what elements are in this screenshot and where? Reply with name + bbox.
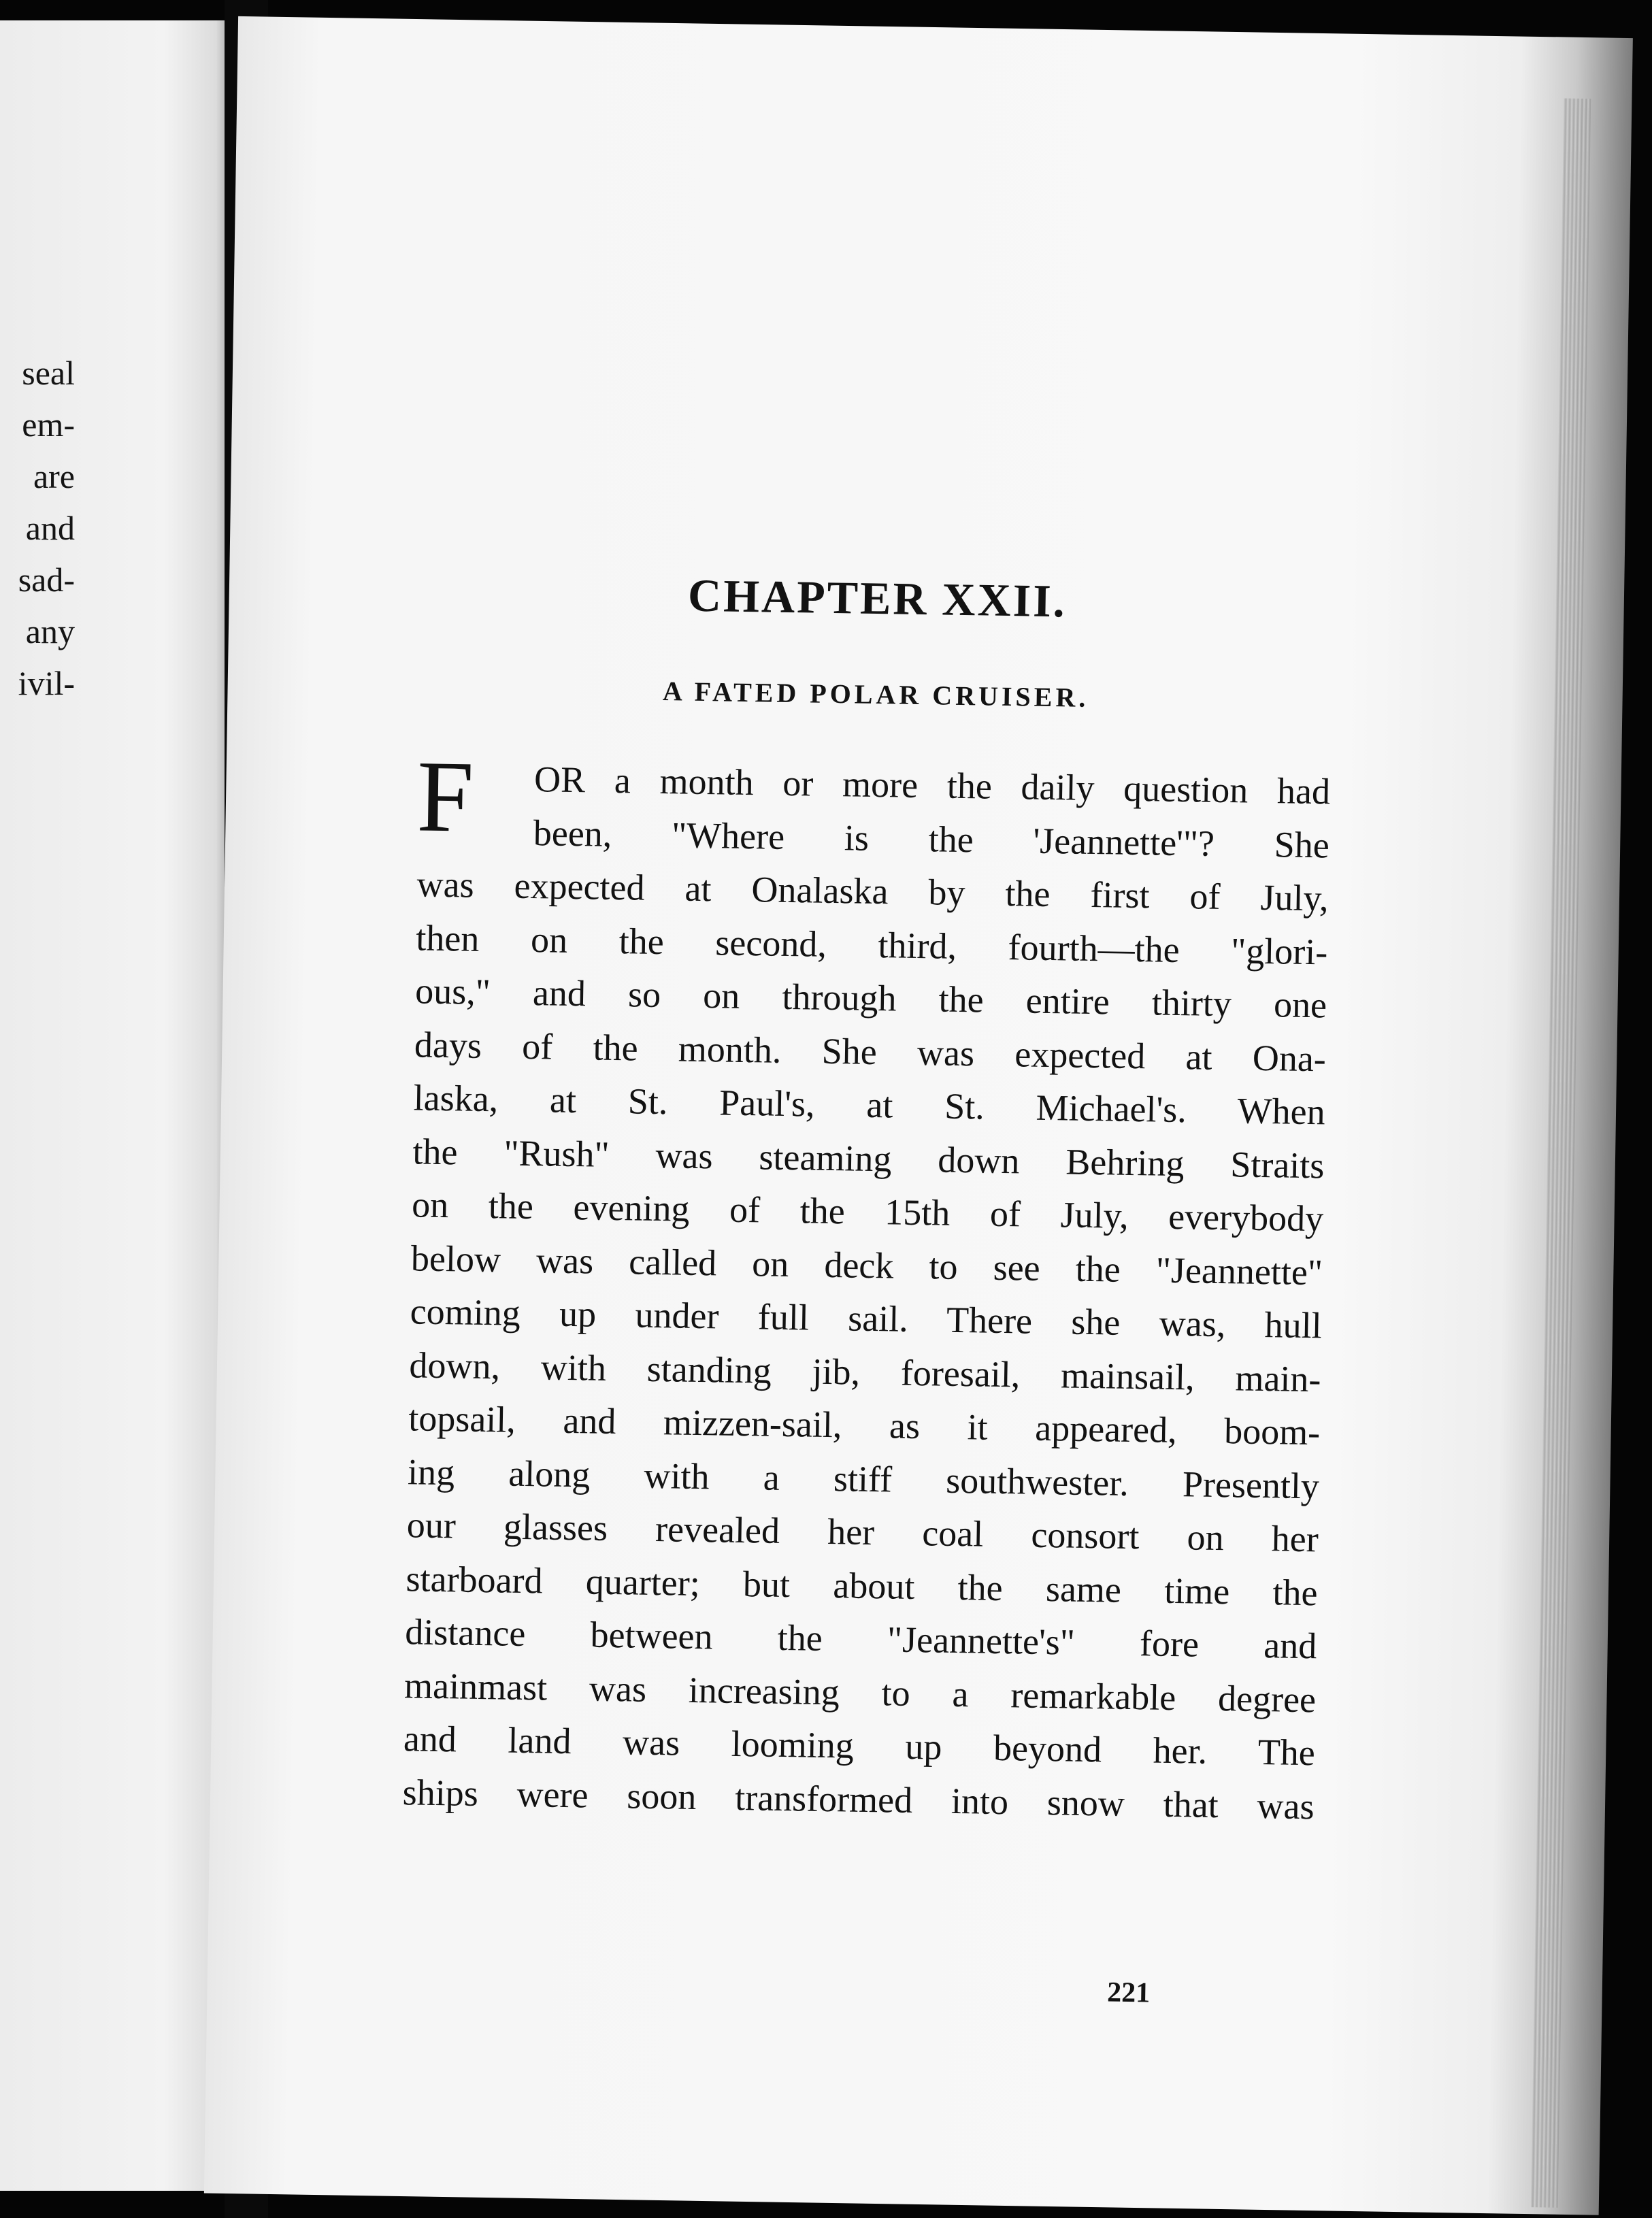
text-line: our glasses revealed her coal consort on her — [406, 1504, 1319, 1560]
left-fragment: ivil- — [18, 664, 75, 702]
text-line: OR a month or more the daily question had — [533, 759, 1331, 812]
text-line: the "Rush" was steaming down Behring Straits — [412, 1130, 1325, 1186]
text-line: coming up under full sail. There she was, hull — [410, 1291, 1323, 1346]
text-line: topsail, and mizzen-sail, as it appeared, boom- — [408, 1397, 1321, 1453]
text-line: mainmast was increasing to a remarkable degree — [403, 1664, 1317, 1720]
text-line: starboard quarter; but about the same time the — [406, 1557, 1318, 1613]
text-line: laska, at St. Paul's, at St. Michael's. When — [413, 1077, 1326, 1133]
left-page-text-fragments — [0, 347, 75, 709]
page-number: 221 — [1106, 1976, 1151, 2009]
text-line: days of the month. She was expected at Ona- — [414, 1023, 1327, 1079]
drop-cap: F — [416, 740, 475, 854]
text-line: was expected at Onalaska by the first of July, — [416, 863, 1329, 919]
text-line: on the evening of the 15th of July, everybody — [411, 1184, 1324, 1240]
left-fragment: sad- — [18, 561, 75, 599]
text-line: below was called on deck to see the "Jeannette" — [410, 1237, 1323, 1293]
text-line: ships were soon transformed into snow that was — [402, 1771, 1315, 1827]
chapter-title: CHAPTER XXII. — [687, 569, 1068, 627]
left-fragment: any — [25, 612, 75, 650]
chapter-subtitle: A FATED POLAR CRUISER. — [662, 676, 1089, 713]
left-page — [0, 20, 235, 2191]
text-line: been, "Where is the 'Jeannette'"? She — [533, 812, 1330, 865]
body-text — [402, 740, 1331, 2009]
page-content — [402, 564, 1334, 2009]
text-line: down, with standing jib, foresail, mainsail, main- — [409, 1344, 1321, 1400]
page-edges — [1531, 99, 1591, 2208]
text-line: ous," and so on through the entire thirty one — [414, 970, 1327, 1026]
text-line: distance between the "Jeannette's" fore and — [404, 1611, 1317, 1667]
text-line: ing along with a stiff southwester. Presently — [407, 1451, 1320, 1506]
text-line: then on the second, third, fourth—the "glori- — [415, 916, 1328, 972]
left-fragment: are — [33, 457, 75, 495]
text-line: and land was looming up beyond her. The — [403, 1718, 1316, 1774]
left-fragment: and — [25, 509, 75, 547]
left-fragment: em- — [22, 405, 75, 444]
left-fragment: seal — [22, 354, 75, 392]
